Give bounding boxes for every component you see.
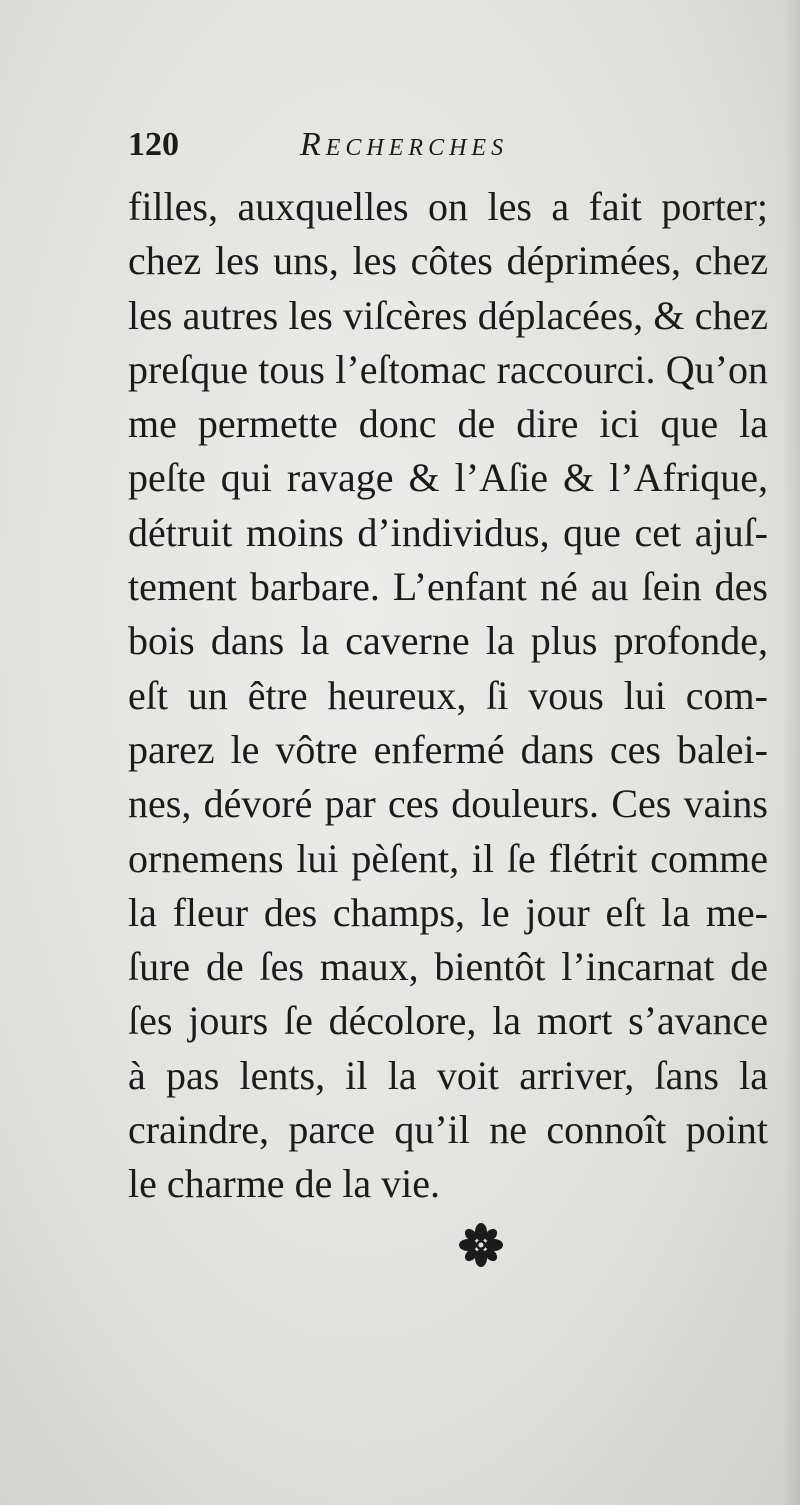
body-text — [128, 180, 768, 1212]
text-line: ſure de ſes maux, bientôt l’incarnat de — [128, 944, 768, 990]
text-line: craindre, parce qu’il ne connoît point — [128, 1107, 768, 1153]
running-head: Recherches — [300, 126, 509, 163]
text-line: ornemens lui pèſent, il ſe flétrit comme — [128, 835, 768, 881]
text-line: filles, auxquelles on les a fait porter; — [128, 184, 768, 229]
fleuron-icon-graphic — [458, 1222, 504, 1268]
text-line: la fleur des champs, le jour eſt la me- — [128, 889, 768, 935]
page-header — [128, 120, 688, 170]
fleuron-icon — [458, 1222, 504, 1268]
page-edge-shadow — [782, 0, 800, 1505]
text-line: à pas lents, il la voit arriver, ſans la — [128, 1052, 768, 1098]
text-line: les autres les viſcères déplacées, & chez — [128, 292, 768, 338]
text-line: nes, dévoré par ces douleurs. Ces vains — [128, 781, 768, 827]
text-line: eſt un être heureux, ſi vous lui com- — [128, 672, 768, 718]
text-line: preſque tous l’eſtomac raccourci. Qu’on — [128, 346, 768, 392]
text-line: bois dans la caverne la plus profonde, — [128, 618, 768, 664]
text-line: me permette donc de dire ici que la — [128, 401, 768, 447]
text-line: chez les uns, les côtes déprimées, chez — [128, 238, 768, 284]
text-line: ſes jours ſe décolore, la mort s’avance — [128, 998, 768, 1044]
text-line: le charme de la vie. — [128, 1161, 441, 1207]
text-line: parez le vôtre enfermé dans ces balei- — [128, 726, 768, 772]
text-line: tement barbare. L’enfant né au ſein des — [128, 564, 768, 610]
page-number: 120 — [128, 126, 179, 163]
text-line: détruit moins d’individus, que cet ajuſ- — [128, 509, 768, 555]
text-line: peſte qui ravage & l’Aſie & l’Afrique, — [128, 455, 768, 501]
